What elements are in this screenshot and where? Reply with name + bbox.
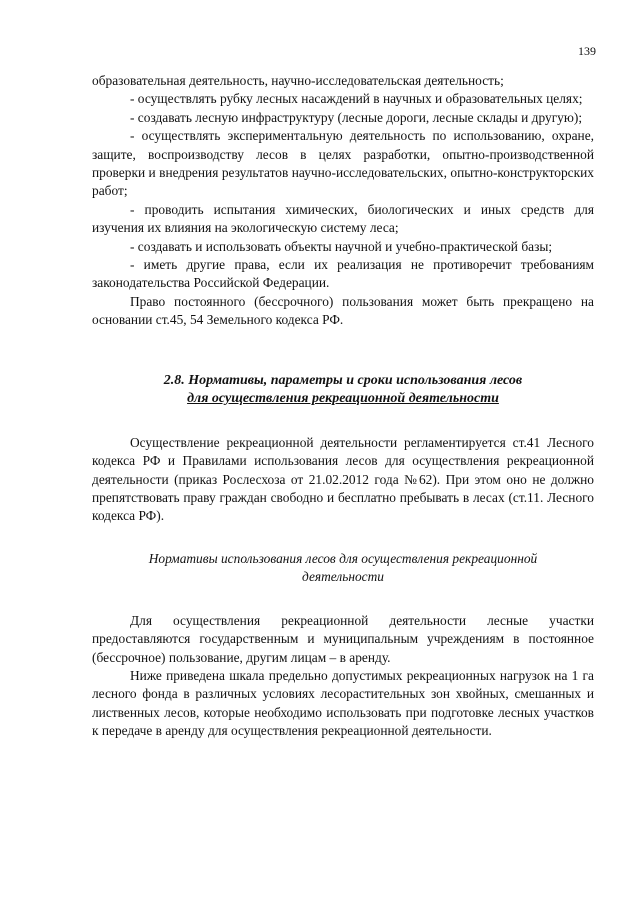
subsection-heading-line2: деятельности [302, 568, 384, 584]
list-item: - иметь другие права, если их реализация не противоречит требованиям законодательства Российской Федерации. [92, 257, 594, 291]
section-heading-line1: 2.8. Нормативы, параметры и сроки использования лесов [163, 372, 523, 388]
list-item: - проводить испытания химических, биологических и иных средств для изучения их влияния на экологическую систему леса; [92, 201, 594, 236]
continuation-text: образовательная деятельность, научно-исследовательская деятельность; [92, 73, 504, 88]
subsection-heading [92, 550, 594, 586]
document-body [92, 72, 594, 741]
list-item: - создавать и использовать объекты научной и учебно-практической базы; [130, 238, 553, 254]
list-item: - осуществлять экспериментальную деятельность по использованию, охране, защите, воспроизводству лесов в целях разработки, опытно-производственной проверки и внедрения результатов научно-исследовательских, опытно-конструкторских работ; [92, 128, 594, 199]
list-item: - создавать лесную инфраструктуру (лесные дороги, лесные склады и другую); [130, 109, 583, 125]
closing-paragraph: Право постоянного (бессрочного) пользования может быть прекращено на основании ст.45, 54 Земельного кодекса РФ. [92, 293, 594, 328]
section-paragraph: Осуществление рекреационной деятельности регламентируется ст.41 Лесного кодекса РФ и Правилами использования лесов для осуществления рекреационной деятельности (приказ Рослесхоза от 21.02.2012 года №62). При этом оно не должно препятствовать праву граждан свободно и бесплатно пребывать в лесах (ст.11. Лесного кодекса РФ). [92, 434, 594, 524]
subsection-paragraph: Для осуществления рекреационной деятельности лесные участки предоставляются государственным и муниципальным учреждениям в постоянное (бессрочное) пользование, другим лицам – в аренду. [92, 612, 594, 665]
subsection-paragraph: Ниже приведена шкала предельно допустимых рекреационных нагрузок на 1 га лесного фонда в различных условиях лесорастительных зон хвойных, смешанных и лиственных лесов, которые необходимо использовать при подготовке лесных участков к передаче в аренду для осуществления рекреационной деятельности. [92, 667, 594, 739]
section-heading [92, 372, 594, 408]
list-item: - осуществлять рубку лесных насаждений в научных и образовательных целях; [130, 91, 583, 107]
subsection-heading-line1: Нормативы использования лесов для осуществления рекреационной [148, 550, 538, 566]
page-number: 139 [578, 44, 596, 58]
section-heading-line2: для осуществления рекреационной деятельности [187, 390, 499, 406]
